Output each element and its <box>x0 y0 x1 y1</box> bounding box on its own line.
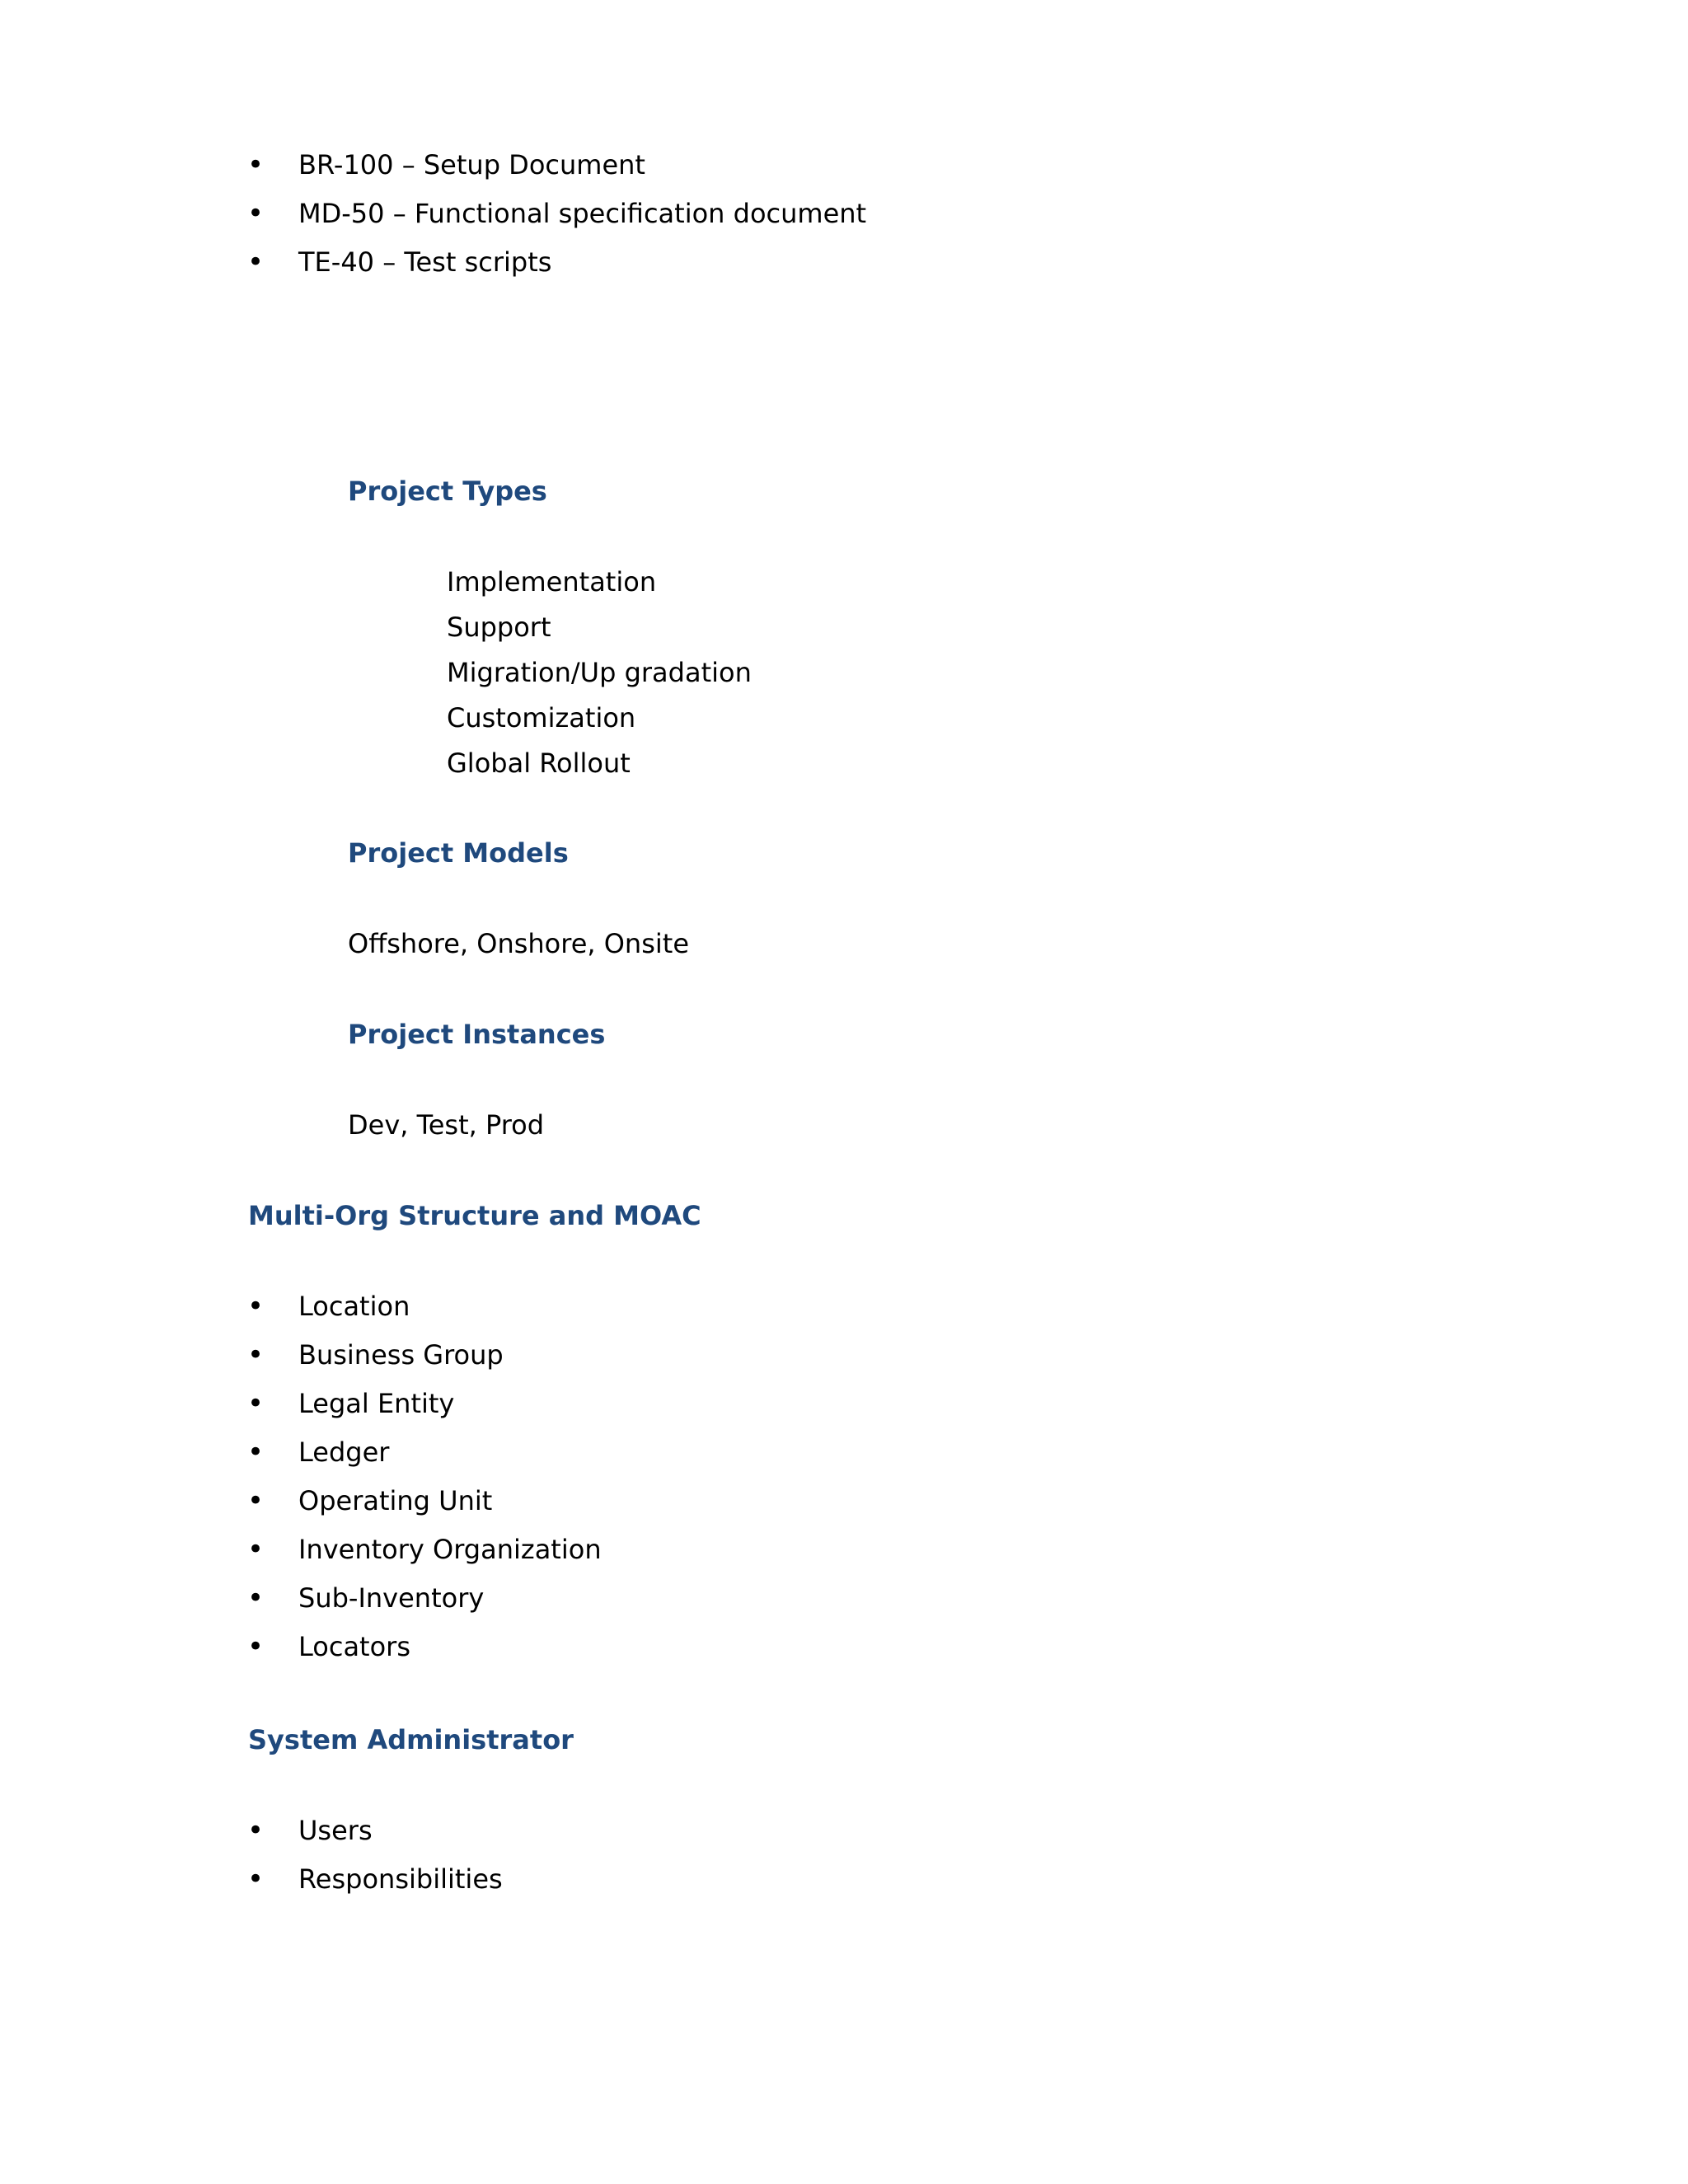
project-types-heading: Project Types <box>348 476 547 507</box>
list-item: Customization <box>447 702 636 733</box>
bullet: • <box>247 1582 265 1615</box>
list-item: Sub-Inventory <box>298 1582 485 1614</box>
bullet: • <box>247 1436 265 1469</box>
list-item: Operating Unit <box>298 1485 493 1516</box>
bullet: • <box>247 246 265 279</box>
project-models-heading: Project Models <box>348 837 569 869</box>
bullet: • <box>247 1533 265 1566</box>
project-instances-heading: Project Instances <box>348 1019 606 1050</box>
list-item: TE-40 – Test scripts <box>298 246 552 278</box>
bullet: • <box>247 197 265 230</box>
list-item: Responsibilities <box>298 1863 503 1895</box>
bullet: • <box>247 1630 265 1663</box>
bullet: • <box>247 1338 265 1371</box>
list-item: Users <box>298 1815 373 1846</box>
bullet: • <box>247 148 265 181</box>
list-item: Inventory Organization <box>298 1534 602 1565</box>
list-item: Support <box>447 612 551 643</box>
list-item: Implementation <box>447 566 657 598</box>
list-item: BR-100 – Setup Document <box>298 149 645 180</box>
bullet: • <box>247 1290 265 1323</box>
project-models-text: Offshore, Onshore, Onsite <box>348 928 689 959</box>
multi-org-heading: Multi-Org Structure and MOAC <box>248 1200 701 1231</box>
project-instances-text: Dev, Test, Prod <box>348 1109 545 1141</box>
list-item: Migration/Up gradation <box>447 657 752 688</box>
bullet: • <box>247 1863 265 1896</box>
list-item: Legal Entity <box>298 1388 455 1419</box>
bullet: • <box>247 1484 265 1517</box>
list-item: Global Rollout <box>447 748 631 779</box>
sysadmin-heading: System Administrator <box>248 1724 574 1755</box>
bullet: • <box>247 1814 265 1847</box>
bullet: • <box>247 1387 265 1420</box>
list-item: Locators <box>298 1631 410 1662</box>
list-item: Business Group <box>298 1339 504 1371</box>
list-item: Ledger <box>298 1436 390 1468</box>
list-item: MD-50 – Functional specification document <box>298 198 867 229</box>
list-item: Location <box>298 1291 410 1322</box>
